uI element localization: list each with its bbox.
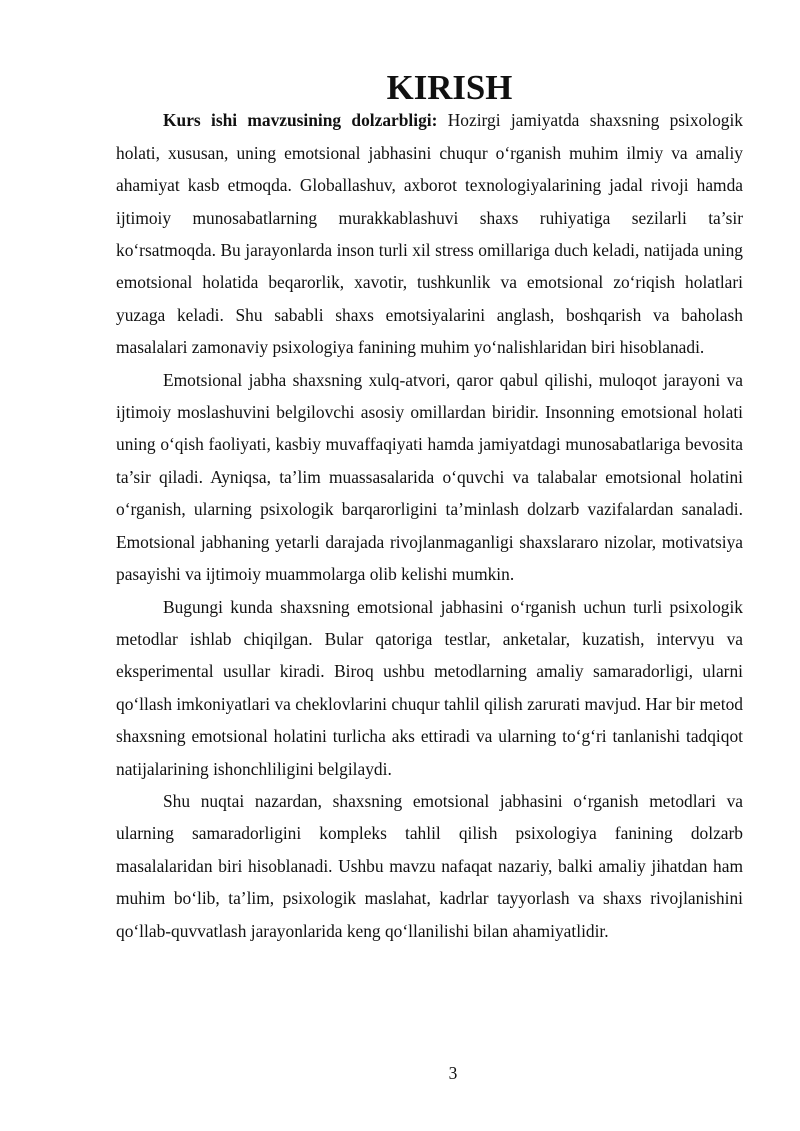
paragraph-lead: Kurs ishi mavzusining dolzarbligi:: [163, 110, 438, 131]
paragraph-text: Emotsional jabha shaxsning xulq-atvori, qaror qabul qilishi, muloqot jarayoni va ijtimoiy moslashuvini belgilovchi asosiy omillardan biridir. Insonning emotsional holati uning o‘qish faoliyati, kasbiy muvaffaqiyati hamda jamiyatdagi munosabatlariga bevosita ta’sir qiladi. Ayniqsa, ta’lim muassasalarida o‘quvchi va talabalar emotsional holatini o‘rganish, ularning psixologik barqarorligini ta’minlash dolzarb vazifalardan sanaladi. Emotsional jabhaning yetarli darajada rivojlanmaganligi shaxslararo nizolar, motivatsiya pasayishi va ijtimoiy muammolarga olib kelishi mumkin.: [116, 369, 743, 585]
paragraph-1: [116, 104, 743, 363]
page-title: KIRISH: [386, 68, 513, 107]
page-number: 3: [448, 1063, 458, 1083]
paragraph-3: [116, 591, 743, 785]
paragraph-text: Shu nuqtai nazardan, shaxsning emotsional jabhasini o‘rganish metodlari va ularning samaradorligini kompleks tahlil qilish psixologiya fanining dolzarb masalalaridan biri hisoblanadi. Ushbu mavzu nafaqat nazariy, balki amaliy jihatdan ham muhim bo‘lib, ta’lim, psixologik maslahat, kadrlar tayyorlash va shaxs rivojlanishini qo‘llab-quvvatlash jarayonlarida keng qo‘llanilishi bilan ahamiyatlidir.: [116, 790, 743, 941]
paragraph-text: Hozirgi jamiyatda shaxsning psixologik holati, xususan, uning emotsional jabhasini chuqur o‘rganish muhim ilmiy va amaliy ahamiyat kasb etmoqda. Globallashuv, axborot texnologiyalarining jadal rivoji hamda ijtimoiy munosabatlarning murakkablashuvi shaxs ruhiyatiga sezilarli ta’sir ko‘rsatmoqda. Bu jarayonlarda inson turli xil stress omillariga duch keladi, natijada uning emotsional holatida beqarorlik, xavotir, tushkunlik va emotsional zo‘riqish holatlari yuzaga keladi. Shu sababli shaxs emotsiyalarini anglash, boshqarish va baholash masalalari zamonaviy psixologiya fanining muhim yo‘nalishlaridan biri hisoblanadi.: [116, 110, 743, 358]
paragraph-text: Bugungi kunda shaxsning emotsional jabhasini o‘rganish uchun turli psixologik metodlar ishlab chiqilgan. Bular qatoriga testlar, anketalar, kuzatish, intervyu va eksperimental usullar kiradi. Biroq ushbu metodlarning amaliy samaradorligi, ularni qo‘llash imkoniyatlari va cheklovlarini chuqur tahlil qilish zarurati mavjud. Har bir metod shaxsning emotsional holatini turlicha aks ettiradi va ularning to‘g‘ri tanlanishi tadqiqot natijalarining ishonchliligini belgilaydi.: [116, 596, 743, 779]
paragraph-4: [116, 785, 743, 947]
document-page: [116, 68, 743, 947]
paragraph-2: [116, 364, 743, 591]
